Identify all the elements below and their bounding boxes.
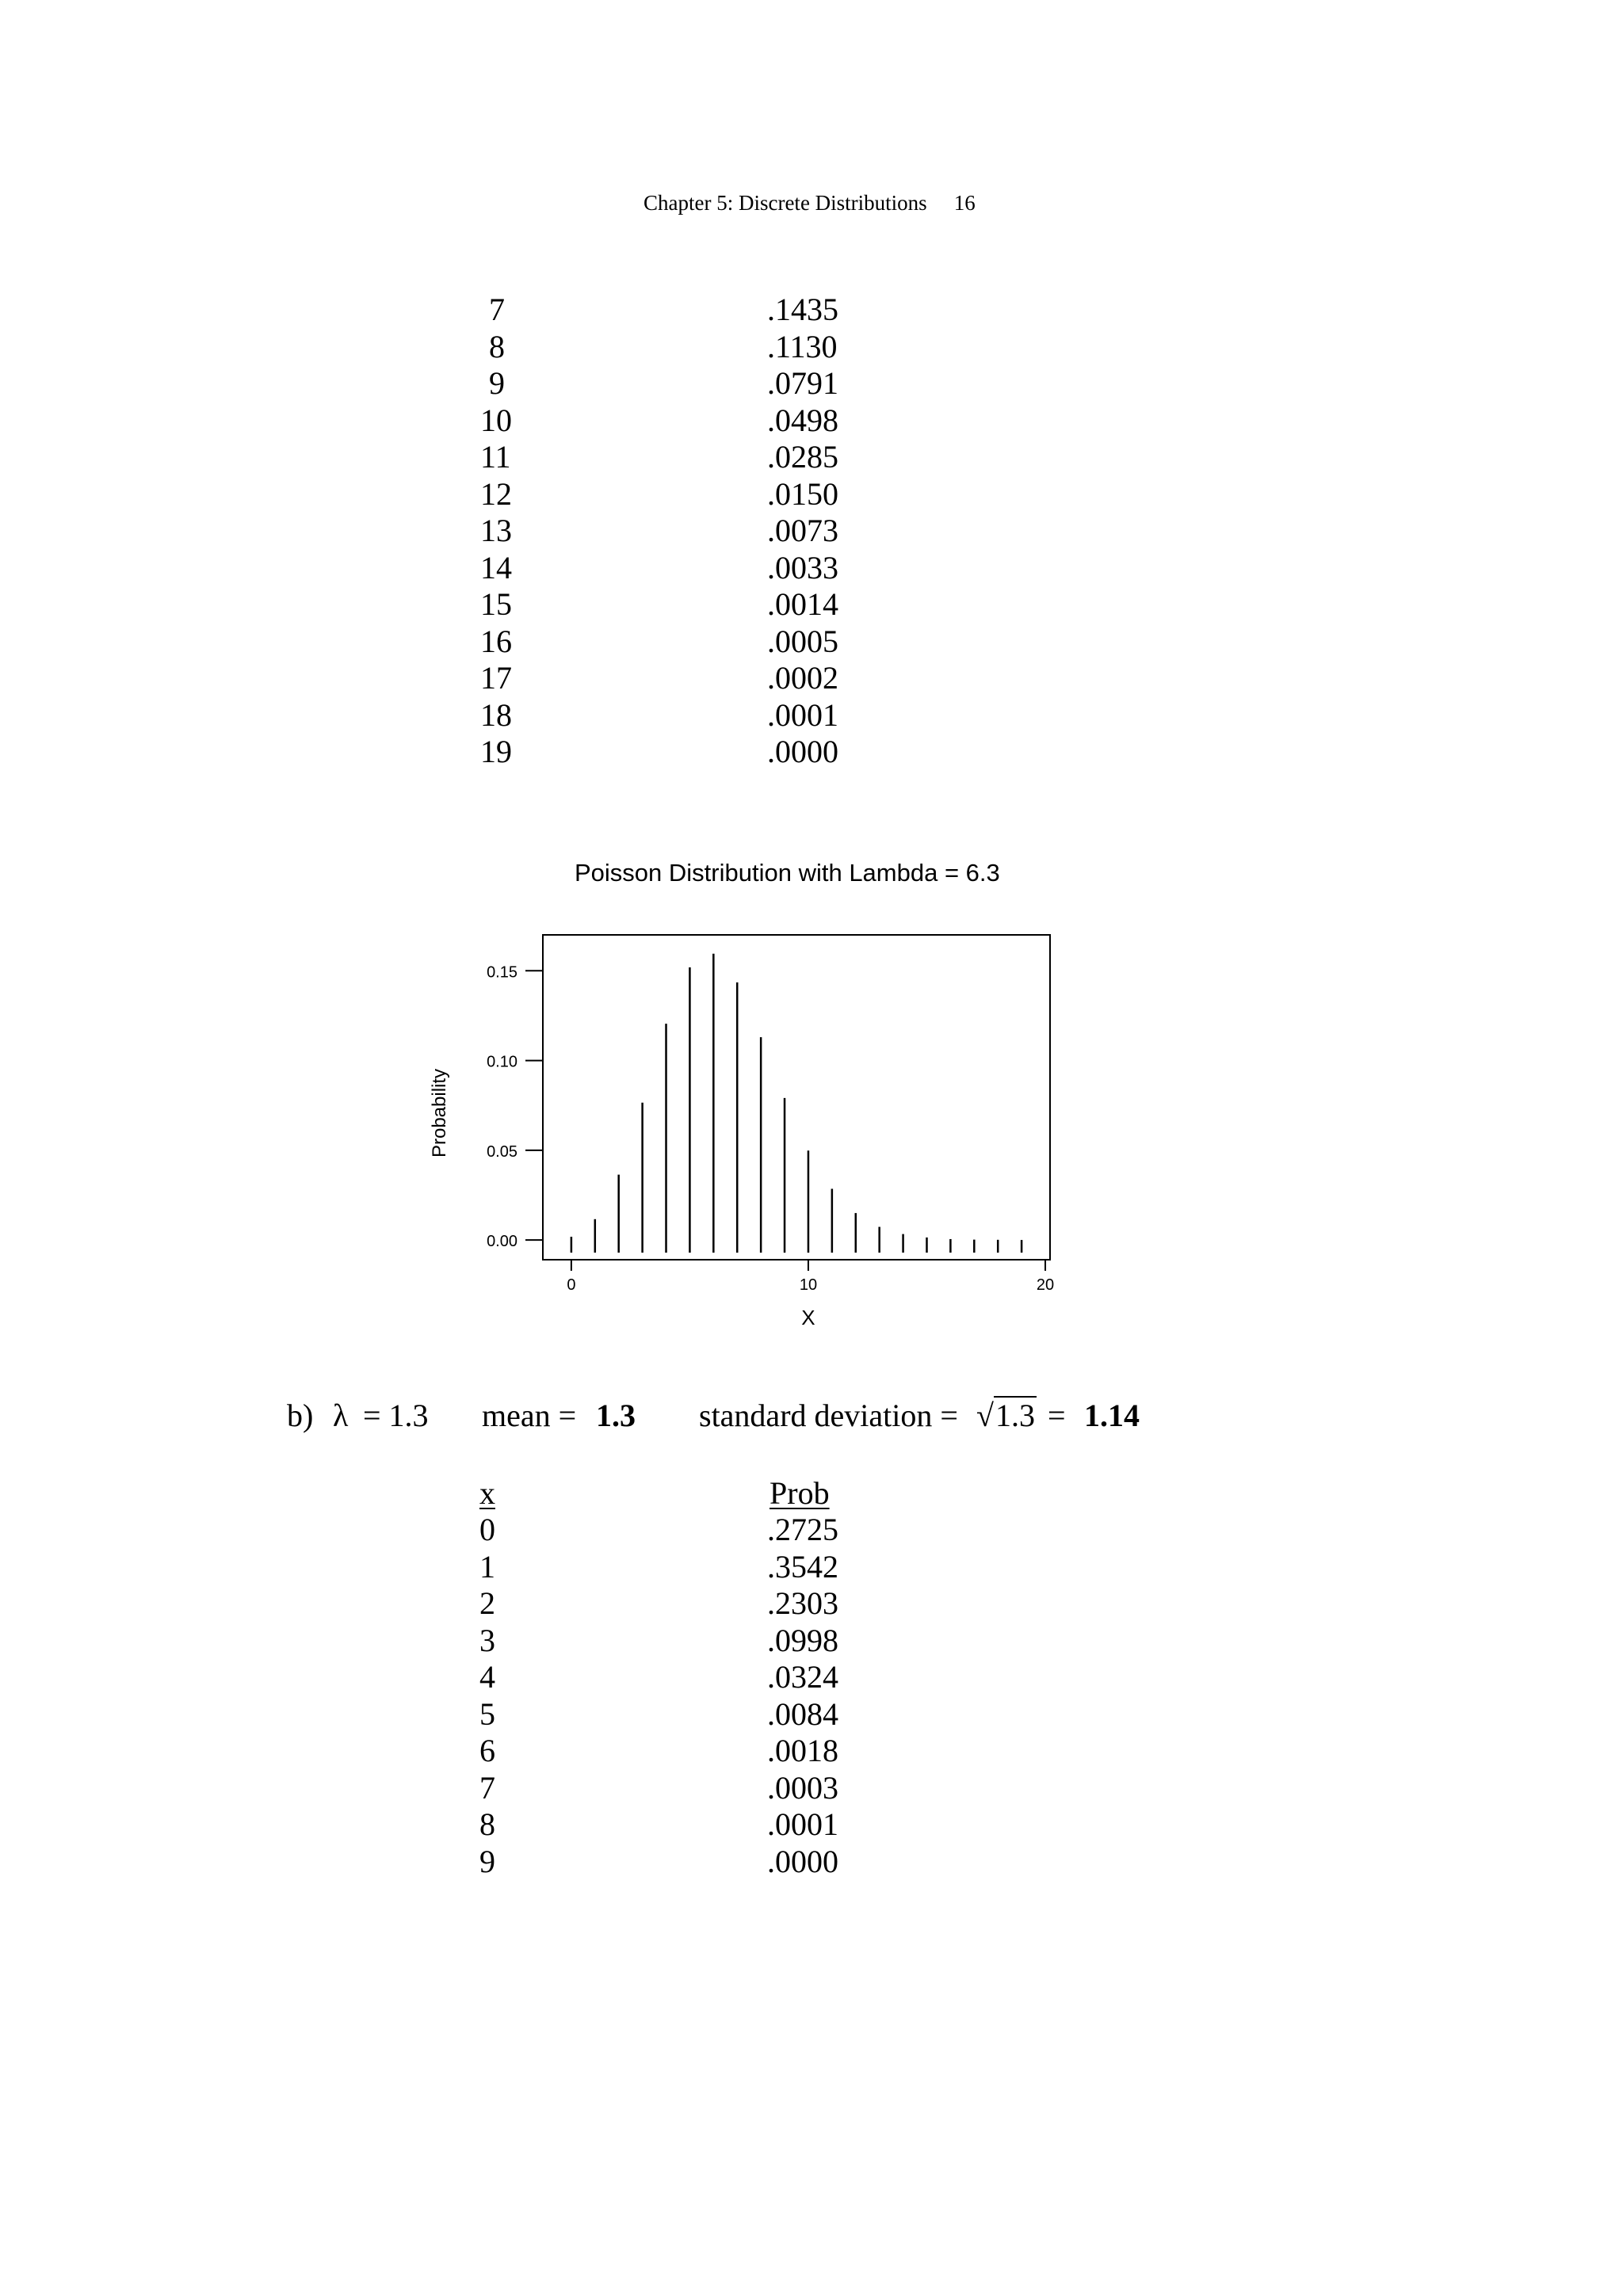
probability-value: .0285 (767, 439, 838, 475)
x-value: 5 (479, 1695, 495, 1732)
y-tick-label: 0.10 (487, 1053, 517, 1071)
x-value: 14 (480, 549, 512, 585)
probability-value: .0998 (767, 1622, 838, 1658)
x-value: 13 (480, 513, 512, 548)
page-header (643, 191, 976, 215)
x-value: 15 (480, 586, 512, 622)
probability-value: .2303 (767, 1585, 838, 1621)
lambda-value: = 1.3 (363, 1398, 429, 1433)
probability-value: .0018 (767, 1733, 838, 1768)
y-tick-label: 0.15 (487, 963, 517, 982)
x-value: 18 (480, 696, 512, 733)
probability-value: .0084 (767, 1695, 838, 1732)
x-value: 4 (479, 1659, 495, 1695)
y-tick-label: 0.05 (487, 1142, 517, 1161)
x-value: 3 (479, 1622, 495, 1658)
mean-label: mean = (482, 1398, 577, 1433)
x-value: 8 (479, 1806, 495, 1842)
mean-value: 1.3 (596, 1398, 636, 1433)
probability-value: .0001 (767, 696, 838, 733)
probability-value: .0000 (767, 734, 838, 769)
page-number: 16 (953, 191, 976, 215)
sd-equals: = (1048, 1398, 1066, 1433)
x-value: 8 (489, 328, 505, 364)
probability-value: .0324 (767, 1659, 838, 1695)
probability-value: .0498 (767, 402, 838, 438)
part-b-label: b) (287, 1398, 314, 1433)
x-value: 0 (479, 1512, 495, 1547)
probability-value: .2725 (767, 1512, 838, 1547)
x-tick-label: 0 (567, 1276, 576, 1294)
column-header-x: x (479, 1475, 495, 1511)
sqrt-expression (976, 1396, 1037, 1436)
x-tick-label: 10 (799, 1276, 818, 1294)
chart-title: Poisson Distribution with Lambda = 6.3 (575, 859, 1000, 887)
sqrt-argument: 1.3 (995, 1398, 1035, 1433)
probability-value: .0150 (767, 475, 838, 512)
probability-value: .1130 (767, 328, 838, 364)
column-header-prob: Prob (769, 1475, 830, 1511)
x-value: 7 (479, 1769, 495, 1806)
x-value: 7 (489, 292, 505, 327)
y-axis-label: Probability (429, 1068, 450, 1158)
probability-value: .0003 (767, 1769, 838, 1806)
x-value: 9 (489, 365, 505, 401)
probability-value: .0001 (767, 1806, 838, 1842)
x-tick-label: 20 (1036, 1276, 1055, 1294)
probability-value: .0033 (767, 549, 838, 585)
probability-value: .0791 (767, 365, 838, 401)
x-value: 2 (479, 1585, 495, 1621)
x-axis-label: X (801, 1306, 815, 1329)
probability-value: .3542 (767, 1548, 838, 1585)
sd-label: standard deviation = (699, 1398, 958, 1433)
chapter-title: Chapter 5: Discrete Distributions (643, 191, 927, 215)
poisson-chart (420, 848, 1070, 1339)
sqrt-symbol: √ (976, 1398, 994, 1433)
x-value: 12 (480, 475, 512, 512)
y-tick-label: 0.00 (487, 1233, 517, 1251)
x-value: 19 (480, 734, 512, 769)
probability-value: .0000 (767, 1843, 838, 1879)
probability-value: .1435 (767, 292, 838, 327)
sd-value: 1.14 (1084, 1398, 1140, 1433)
x-value: 9 (479, 1843, 495, 1879)
x-value: 1 (479, 1548, 495, 1585)
probability-value: .0005 (767, 623, 838, 659)
x-value: 16 (480, 623, 512, 659)
probability-value: .0002 (767, 660, 838, 696)
x-value: 17 (480, 660, 512, 696)
probability-value: .0073 (767, 513, 838, 548)
probability-value: .0014 (767, 586, 838, 622)
x-value: 10 (480, 402, 512, 438)
lambda-symbol: λ (333, 1398, 349, 1433)
x-value: 6 (479, 1733, 495, 1768)
x-value: 11 (480, 439, 511, 475)
